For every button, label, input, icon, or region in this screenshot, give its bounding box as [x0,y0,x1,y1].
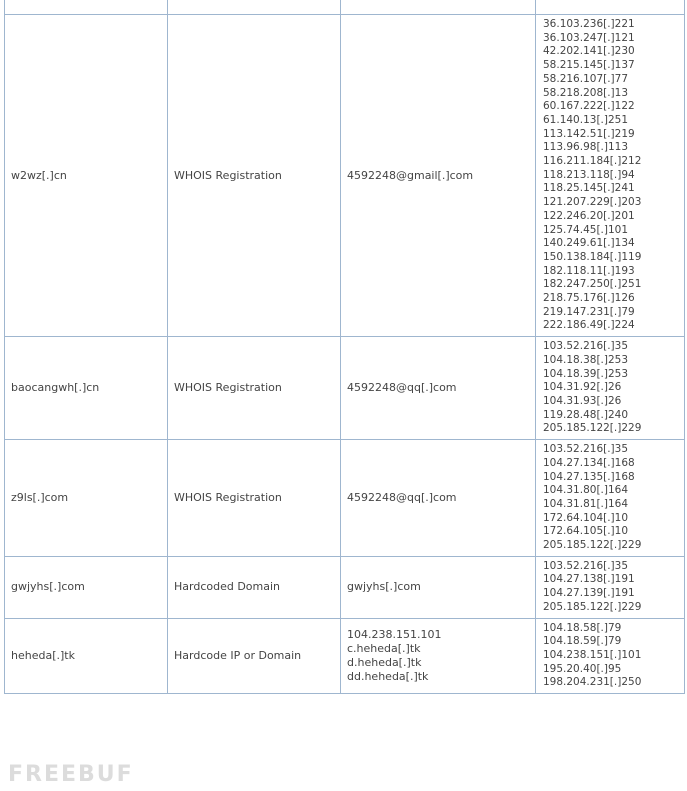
ip-address: 104.31.93[.]26 [543,394,622,407]
domain-cell: gwjyhs[.]com [5,556,168,618]
ip-list-cell [536,15,685,337]
table-cell [536,0,685,15]
table-row-top-partial [5,0,685,15]
ip-address: 104.27.138[.]191 [543,573,635,586]
ip-list-cell [536,440,685,557]
ip-address: 104.18.39[.]253 [543,367,629,380]
indicator-cell [341,618,536,694]
watermark-logo: FREEBUF [8,762,134,787]
ip-address: 61.140.13[.]251 [543,113,629,126]
ip-list-cell [536,556,685,618]
ip-address: 58.215.145[.]137 [543,59,635,72]
ip-address: 121.207.229[.]203 [543,196,642,209]
indicator-cell [341,15,536,337]
domain-cell: heheda[.]tk [5,618,168,694]
ip-address: 42.202.141[.]230 [543,45,635,58]
ip-address: 118.213.118[.]94 [543,168,635,181]
relation-type-cell: WHOIS Registration [168,15,341,337]
ip-address: 119.28.48[.]240 [543,408,629,421]
table-cell [168,0,341,15]
indicator-value: c.heheda[.]tk [347,641,421,655]
ip-address: 222.186.49[.]224 [543,319,635,332]
ip-address: 113.96.98[.]113 [543,141,629,154]
table-row [5,618,685,694]
ip-address: 58.216.107[.]77 [543,72,629,85]
relation-type-cell: WHOIS Registration [168,440,341,557]
ip-address: 205.185.122[.]229 [543,539,642,552]
relation-type-cell: Hardcode IP or Domain [168,618,341,694]
table-cell [5,0,168,15]
domain-cell: baocangwh[.]cn [5,337,168,440]
indicator-cell [341,337,536,440]
relation-type-cell: Hardcoded Domain [168,556,341,618]
table-row [5,15,685,337]
ip-address: 103.52.216[.]35 [543,340,629,353]
table-row [5,556,685,618]
ip-address: 116.211.184[.]212 [543,155,642,168]
ip-list-cell [536,618,685,694]
ip-address: 104.18.58[.]79 [543,621,622,634]
ip-address: 140.249.61[.]134 [543,237,635,250]
relation-type-cell: WHOIS Registration [168,337,341,440]
ip-address: 205.185.122[.]229 [543,600,642,613]
ip-address: 104.18.59[.]79 [543,635,622,648]
domain-cell: w2wz[.]cn [5,15,168,337]
indicator-value: d.heheda[.]tk [347,655,422,669]
indicator-value: gwjyhs[.]com [347,580,421,594]
ip-address: 182.247.250[.]251 [543,278,642,291]
ip-address: 103.52.216[.]35 [543,443,629,456]
ip-address: 58.218.208[.]13 [543,86,629,99]
ip-address: 182.118.11[.]193 [543,264,635,277]
table-row [5,440,685,557]
table-row [5,337,685,440]
table-cell [341,0,536,15]
ip-list-cell [536,337,685,440]
ip-address: 113.142.51[.]219 [543,127,635,140]
ip-address: 118.25.145[.]241 [543,182,635,195]
ip-address: 195.20.40[.]95 [543,662,622,675]
ip-address: 36.103.247[.]121 [543,31,635,44]
ip-address: 219.147.231[.]79 [543,305,635,318]
ip-address: 104.31.92[.]26 [543,381,622,394]
indicator-value: 4592248@gmail[.]com [347,168,474,182]
ip-address: 104.27.134[.]168 [543,456,635,469]
indicator-cell [341,440,536,557]
indicator-cell [341,556,536,618]
indicator-value: 4592248@qq[.]com [347,381,457,395]
ip-address: 218.75.176[.]126 [543,292,635,305]
ip-address: 104.27.139[.]191 [543,587,635,600]
indicator-value: 4592248@qq[.]com [347,490,457,504]
ip-address: 172.64.104[.]10 [543,511,629,524]
ip-address: 103.52.216[.]35 [543,559,629,572]
ip-address: 36.103.236[.]221 [543,18,635,30]
ip-address: 198.204.231[.]250 [543,676,642,689]
ip-address: 104.238.151[.]101 [543,648,642,661]
ip-address: 150.138.184[.]119 [543,250,642,263]
ip-address: 104.27.135[.]168 [543,470,635,483]
domain-cell: z9ls[.]com [5,440,168,557]
indicator-value: 104.238.151.101 [347,627,442,641]
ip-address: 172.64.105[.]10 [543,525,629,538]
ioc-table [4,0,685,694]
ip-address: 125.74.45[.]101 [543,223,629,236]
ip-address: 205.185.122[.]229 [543,422,642,435]
ip-address: 104.31.81[.]164 [543,497,629,510]
ip-address: 104.18.38[.]253 [543,353,629,366]
ip-address: 104.31.80[.]164 [543,484,629,497]
ip-address: 60.167.222[.]122 [543,100,635,113]
indicator-value: dd.heheda[.]tk [347,669,429,683]
ip-address: 122.246.20[.]201 [543,209,635,222]
